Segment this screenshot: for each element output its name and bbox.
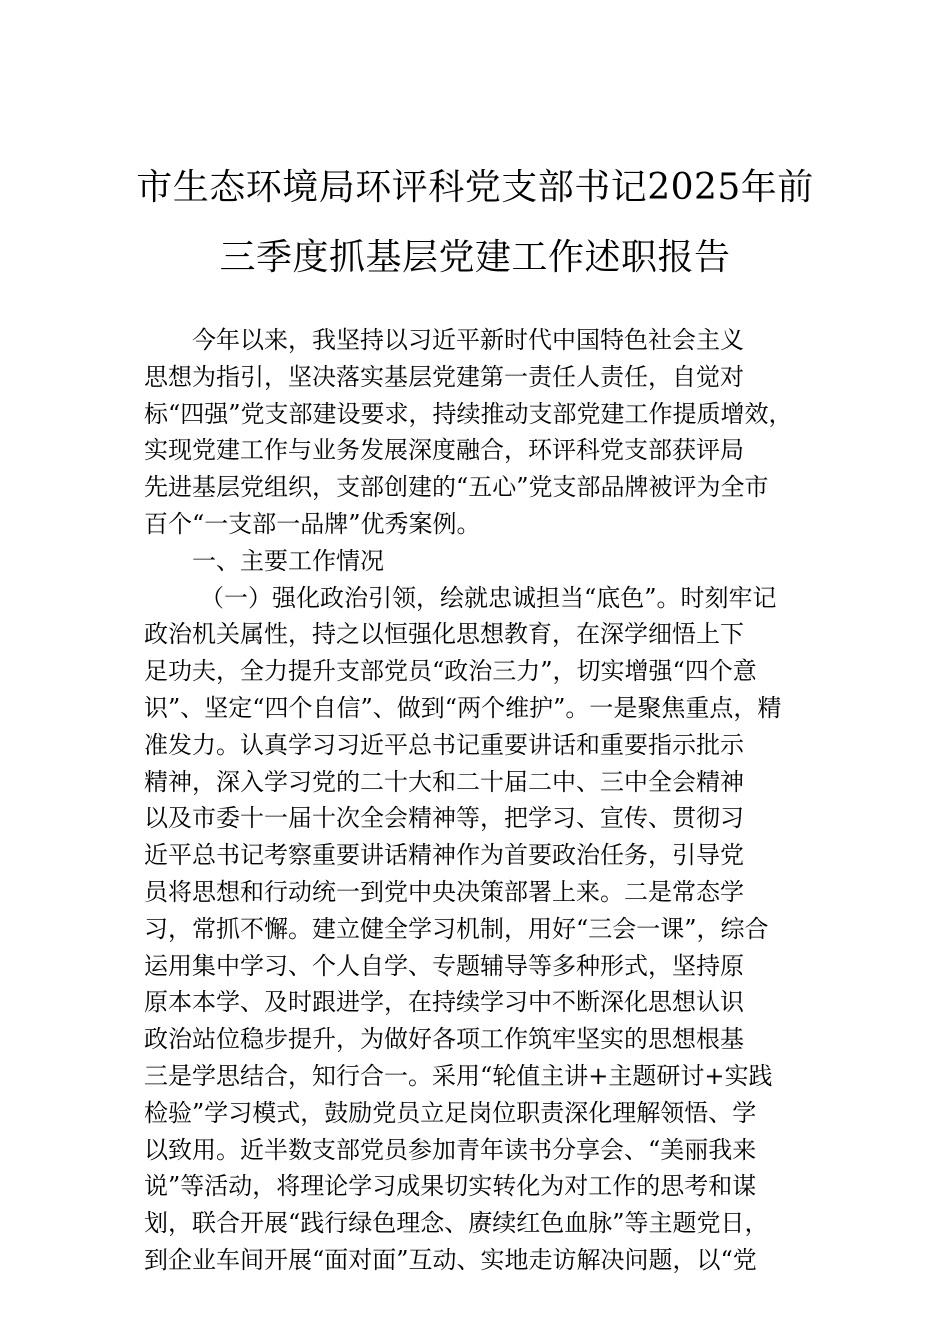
paragraph-line: 说”等活动，将理论学习成果切实转化为对工作的思考和谋 (144, 1172, 757, 1201)
paragraph-line: 思想为指引，坚决落实基层党建第一责任人责任，自觉对 (144, 362, 744, 391)
paragraph-line: 三是学思结合，知行合一。采用“轮值主讲+主题研讨+实践 (144, 1061, 773, 1090)
paragraph-line: 以致用。近半数支部党员参加青年读书分享会、“美丽我来 (144, 1135, 757, 1164)
section-heading: 一、主要工作情况 (192, 546, 384, 575)
paragraph-line: 识”、坚定“四个自信”、做到“两个维护”。一是聚焦重点，精 (144, 693, 782, 722)
paragraph-line: 到企业车间开展“面对面”互动、实地走访解决问题，以“党 (144, 1245, 757, 1274)
subsection-heading-line: （一）强化政治引领，绘就忠诚担当“底色”。时刻牢记 (200, 583, 777, 612)
paragraph-line: 政治站位稳步提升，为做好各项工作筑牢坚实的思想根基 (144, 1025, 744, 1054)
paragraph-line: 足功夫，全力提升支部党员“政治三力”，切实增强“四个意 (144, 657, 757, 686)
paragraph-line: 员将思想和行动统一到党中央决策部署上来。二是常态学 (144, 877, 744, 906)
paragraph-line: 精神，深入学习党的二十大和二十届二中、三中全会精神 (144, 767, 744, 796)
paragraph-line: 百个“一支部一品牌”优秀案例。 (144, 509, 481, 538)
paragraph-line: 习，常抓不懈。建立健全学习机制，用好“三会一课”，综合 (144, 914, 769, 943)
document-title-line-1: 市生态环境局环评科党支部书记2025年前 (136, 167, 814, 208)
paragraph-line: 实现党建工作与业务发展深度融合，环评科党支部获评局 (144, 436, 744, 465)
paragraph-line: 原本本学、及时跟进学，在持续学习中不断深化思想认识 (144, 988, 744, 1017)
document-title-line-2: 三季度抓基层党建工作述职报告 (219, 237, 731, 278)
document-body (144, 322, 814, 1279)
paragraph-line: 先进基层党组织，支部创建的“五心”党支部品牌被评为全市 (144, 473, 769, 502)
paragraph-line: 政治机关属性，持之以恒强化思想教育，在深学细悟上下 (144, 620, 744, 649)
paragraph-line: 检验”学习模式，鼓励党员立足岗位职责深化理解领悟、学 (144, 1098, 757, 1127)
paragraph-line: 准发力。认真学习习近平总书记重要讲话和重要指示批示 (144, 730, 744, 759)
paragraph-line: 近平总书记考察重要讲话精神作为首要政治任务，引导党 (144, 841, 744, 870)
paragraph-line: 运用集中学习、个人自学、专题辅导等多种形式，坚持原 (144, 951, 744, 980)
paragraph-line: 以及市委十一届十次全会精神等，把学习、宣传、贯彻习 (144, 804, 744, 833)
paragraph-line: 标“四强”党支部建设要求，持续推动支部党建工作提质增效， (144, 399, 793, 428)
paragraph-line: 今年以来，我坚持以习近平新时代中国特色社会主义 (192, 326, 744, 354)
paragraph-line: 划，联合开展“践行绿色理念、赓续红色血脉”等主题党日， (144, 1209, 769, 1238)
